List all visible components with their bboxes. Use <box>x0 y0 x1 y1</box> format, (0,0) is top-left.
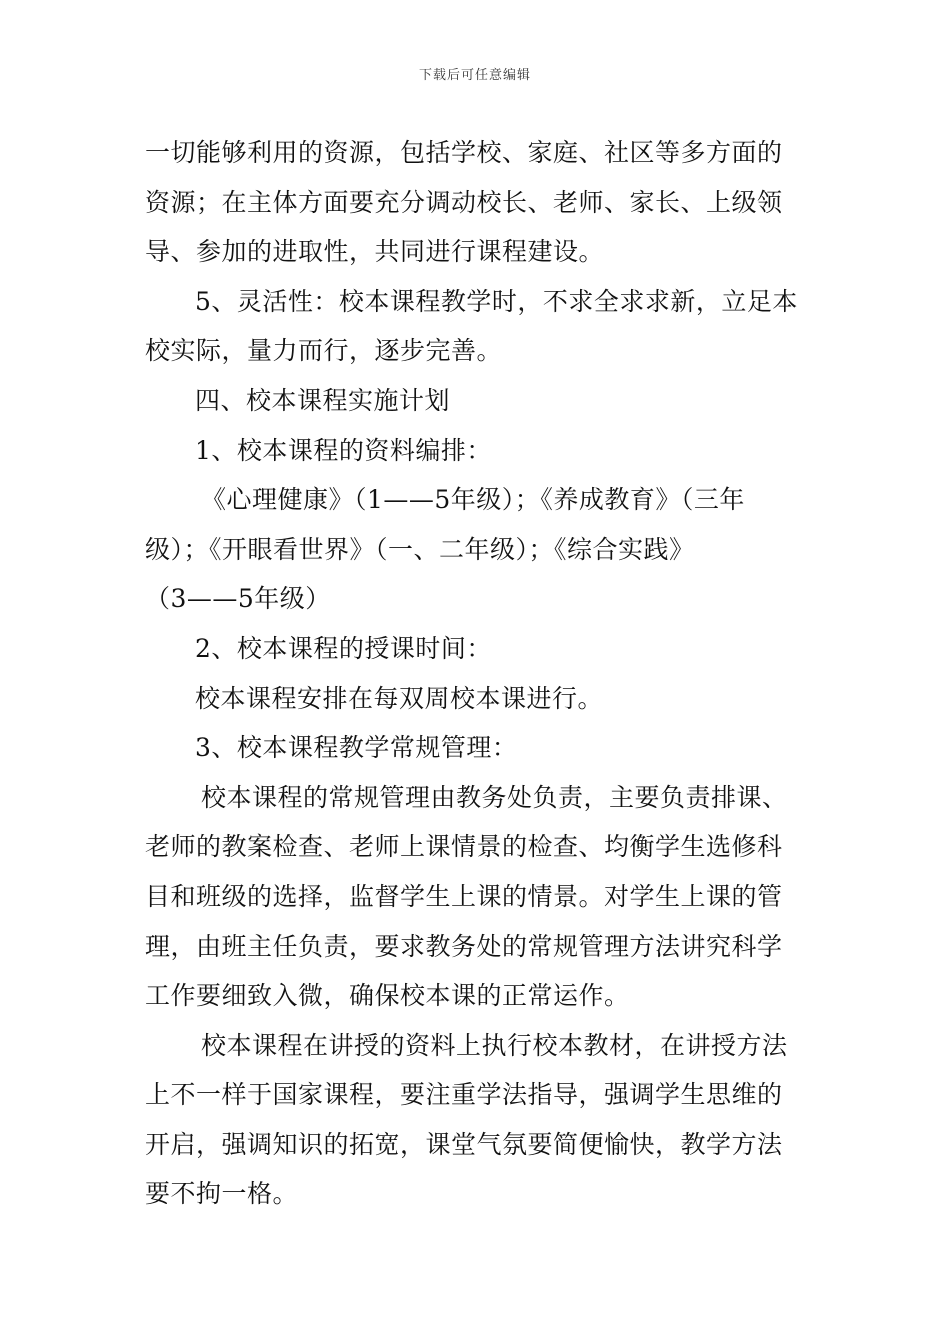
text-line: 校本课程在讲授的资料上执行校本教材，在讲授方法 <box>201 1030 788 1060</box>
document-body <box>145 128 810 1219</box>
text-line: （3——5年级） <box>145 584 331 614</box>
text-line: 一切能够利用的资源，包括学校、家庭、社区等多方面的 <box>145 138 783 167</box>
section-heading: 四、校本课程实施计划 <box>195 385 451 415</box>
text-line: 5、灵活性：校本课程教学时，不求全求求新，立足本 <box>195 286 798 316</box>
text-line: 资源；在主体方面要充分调动校长、老师、家长、上级领 <box>145 187 783 217</box>
text-line: 《心理健康》（1——5年级）；《养成教育》（三年 <box>201 485 745 515</box>
subsection-heading: 3、校本课程教学常规管理： <box>195 733 518 763</box>
text-line: 工作要细致入微，确保校本课的正常运作。 <box>145 981 630 1011</box>
subsection-heading: 2、校本课程的授课时间： <box>195 633 492 663</box>
text-line: 校本课程的常规管理由教务处负责，主要负责排课、 <box>201 782 788 812</box>
text-line: 校实际，量力而行，逐步完善。 <box>145 336 503 366</box>
page-header: 下载后可任意编辑 <box>418 68 531 83</box>
text-line: 校本课程安排在每双周校本课进行。 <box>195 683 604 713</box>
text-line: 要不拘一格。 <box>145 1179 299 1209</box>
text-line: 老师的教案检查、老师上课情景的检查、均衡学生选修科 <box>145 832 783 862</box>
text-line: 上不一样于国家课程，要注重学法指导，强调学生思维的 <box>145 1080 783 1110</box>
subsection-heading: 1、校本课程的资料编排： <box>195 435 492 465</box>
text-line: 导、参加的进取性，共同进行课程建设。 <box>145 237 605 267</box>
text-line: 目和班级的选择，监督学生上课的情景。对学生上课的管 <box>145 881 783 911</box>
text-line: 级）；《开眼看世界》（一、二年级）；《综合实践》 <box>145 534 695 564</box>
text-line: 开启，强调知识的拓宽，课堂气氛要简便愉快，教学方法 <box>145 1129 783 1159</box>
text-line: 理，由班主任负责，要求教务处的常规管理方法讲究科学 <box>145 931 783 961</box>
